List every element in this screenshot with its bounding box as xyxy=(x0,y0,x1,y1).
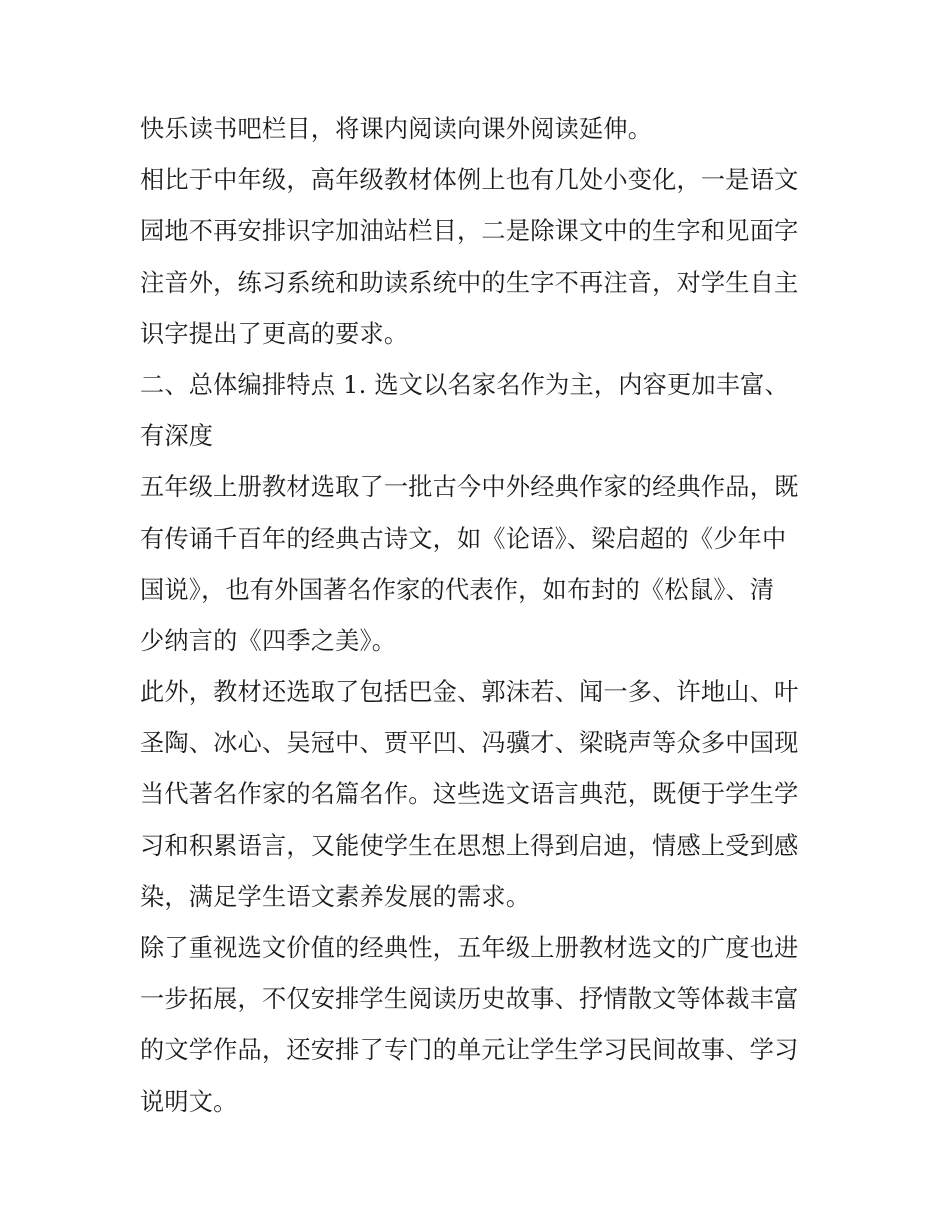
text-line: 快乐读书吧栏目，将课内阅读向课外阅读延伸。 xyxy=(140,115,653,143)
text-line: 国说》，也有外国著名作家的代表作，如布封的《松鼠》、清 xyxy=(140,575,775,604)
text-line: 说明文。 xyxy=(140,1087,238,1116)
paragraph-modern-authors xyxy=(140,667,820,923)
text-line: 相比于中年级，高年级教材体例上也有几处小变化，一是语文 xyxy=(140,166,799,195)
text-line: 注音外，练习系统和助读系统中的生字不再注音，对学生自主 xyxy=(140,268,799,297)
text-line: 染，满足学生语文素养发展的需求。 xyxy=(140,882,531,911)
paragraph-textbook-format-changes xyxy=(140,155,820,360)
paragraph-selection-breadth xyxy=(140,923,820,1128)
text-line: 园地不再安排识字加油站栏目，二是除课文中的生字和见面字 xyxy=(140,217,799,246)
paragraph-classic-works xyxy=(140,462,820,667)
paragraph-reading-extension xyxy=(140,104,820,155)
text-line: 一步拓展，不仅安排学生阅读历史故事、抒情散文等体裁丰富 xyxy=(140,985,799,1014)
document-body xyxy=(140,104,820,1128)
text-line: 识字提出了更高的要求。 xyxy=(140,319,409,348)
text-line: 的文学作品，还安排了专门的单元让学生学习民间故事、学习 xyxy=(140,1036,799,1065)
text-line: 此外，教材还选取了包括巴金、郭沫若、闻一多、许地山、叶 xyxy=(140,678,799,707)
text-line: 有传诵千百年的经典古诗文，如《论语》、梁启超的《少年中 xyxy=(140,524,787,553)
text-line: 圣陶、冰心、吴冠中、贾平凹、冯骥才、梁晓声等众多中国现 xyxy=(140,729,799,758)
text-line: 二、总体编排特点 1. 选文以名家名作为主，内容更加丰富、 xyxy=(140,370,789,399)
text-line: 习和积累语言，又能使学生在思想上得到启迪，情感上受到感 xyxy=(140,831,799,860)
text-line: 五年级上册教材选取了一批古今中外经典作家的经典作品，既 xyxy=(140,473,799,502)
text-line: 除了重视选文价值的经典性，五年级上册教材选文的广度也进 xyxy=(140,934,799,962)
text-line: 有深度 xyxy=(140,422,214,451)
section-heading-editing-features xyxy=(140,360,820,462)
text-line: 少纳言的《四季之美》。 xyxy=(140,626,397,655)
text-line: 当代著名作家的名篇名作。这些选文语言典范，既便于学生学 xyxy=(140,780,799,809)
